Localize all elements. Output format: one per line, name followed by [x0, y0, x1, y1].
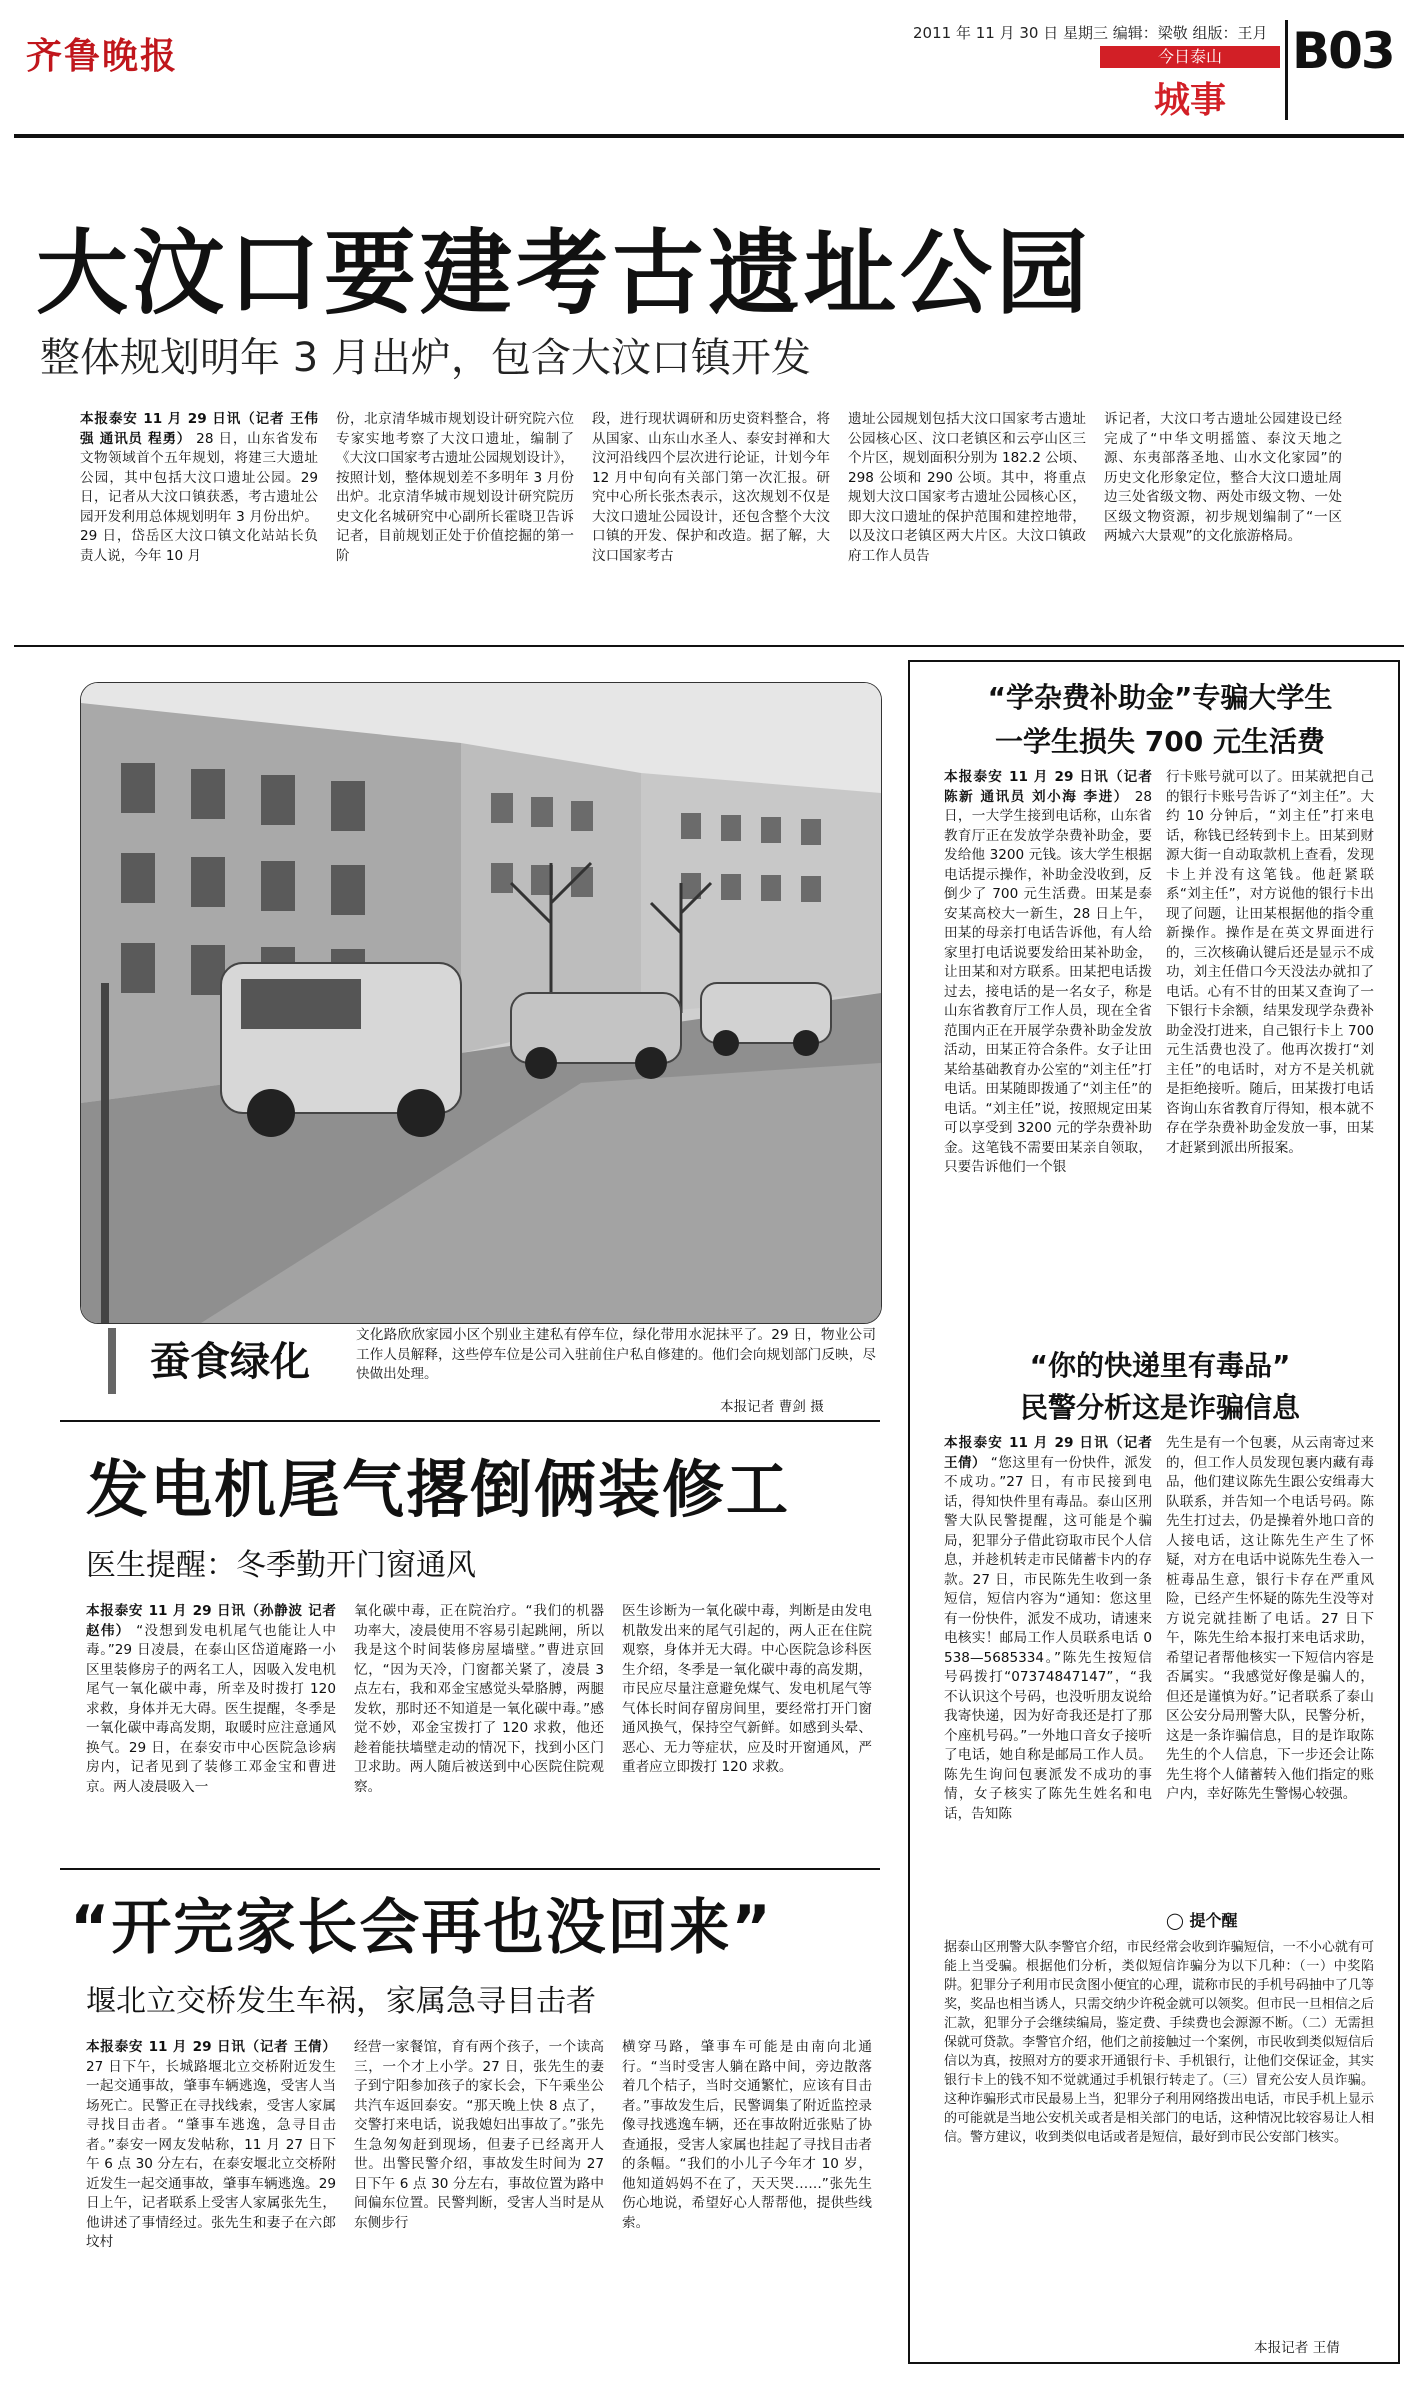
side1-headline-line1: “学杂费补助金”专骗大学生: [987, 681, 1333, 714]
lead-divider: [14, 645, 1404, 647]
side2-column-1: [944, 1434, 1152, 1934]
lead-column-5: 诉记者，大汶口考古遗址公园建设已经完成了“中华文明摇篮、泰汶天地之源、东夷部落圣地、山水文化家园”的历史文化形象定位，整合大汶口遗址周边三处省级文物、两处市级文物、一处区级文物资源，初步规划编制了“一区两城六大景观”的文化旅游格局。: [1104, 411, 1342, 544]
story2-byline: 本报泰安 11 月 29 日讯（孙静波 记者 赵伟）: [86, 1603, 336, 1639]
side1-column-2: 行卡账号就可以了。田某就把自己的银行卡账号告诉了“刘主任”。大约 10 分钟后，“刘主任”打来电话，称钱已经转到卡上。田某到财源大街一自动取款机上查看，发现卡上并没有这笔钱。他赶紧联系“刘主任”，对方说他的银行卡出现了问题，让田某根据他的指令重新操作。操作是在英文界面进行的，三次核确认键后还是显示不成功，刘主任借口今天没法办就扣了电话。心有不甘的田某又查询了一下银行卡余额，结果发现学杂费补助金没打进来，自己银行卡上 700 元生活费也没了。他再次拨打“刘主任”的电话时，对方不是关机就是拒绝接听。随后，田某拨打电话咨询山东省教育厅得知，根本就不存在学杂费补助金发放一事，田某才赶紧到派出所报案。: [1166, 769, 1374, 1156]
story3-column-2: 经营一家餐馆，育有两个孩子，一个读高三，一个才上小学。27 日，张先生的妻子到宁阳参加孩子的家长会，下午乘坐公共汽车返回泰安。“那天晚上快 8 点了，交警打来电话，说我媳妇出事故了。”张先生急匆匆赶到现场，但妻子已经离开人世。出警民警介绍，事故发生时间为 27 日下午 6 点 30 分左右，事故位置为路中间偏东位置。民警判断，受害人当时是从东侧步行: [354, 2039, 604, 2231]
story2-subheadline: 医生提醒：冬季勤开门窗通风: [86, 1548, 476, 1583]
lead-column-2: 份，北京清华城市规划设计研究院六位专家实地考察了大汶口遗址，编制了《大汶口国家考古遗址公园规划设计》，按照计划，整体规划差不多明年 3 月份出炉。北京清华城市规划设计研究院历史文化名城研究中心副所长霍晓卫告诉记者，目前规划正处于价值挖掘的第一阶: [336, 411, 574, 564]
photo-credit: 本报记者 曹剑 摄: [720, 1399, 824, 1415]
tip-credit: 本报记者 王倩: [1254, 2340, 1340, 2356]
story3-subheadline: 堰北立交桥发生车祸，家属急寻目击者: [86, 1984, 596, 2019]
tip-title: 提个醒: [1189, 1911, 1238, 1930]
lead-subheadline: 整体规划明年 3 月出炉，包含大汶口镇开发: [40, 335, 811, 381]
side2-headline-line2: 民警分析这是诈骗信息: [1019, 1391, 1300, 1424]
lead-column-4: 遗址公园规划包括大汶口国家考古遗址公园核心区、汶口老镇区和云亭山区三个片区，规划面积分别为 182.2 公顷、298 公顷和 290 公顷。其中，将重点规划大汶口国家考古遗址公园核心区，即大汶口遗址的保护范围和建控地带，以及汶口老镇区两大片区。大汶口镇政府工作人员告: [848, 411, 1086, 564]
side2-headline-line1: “你的快递里有毒品”: [1029, 1349, 1291, 1382]
story2-column-1: [86, 1602, 336, 1858]
lead-byline: 本报泰安 11 月 29 日讯（记者 王伟强 通讯员 程勇）: [80, 411, 318, 447]
newspaper-logo: 齐鲁晚报: [26, 35, 179, 77]
side1-column-1: [944, 768, 1152, 1334]
story2-column-2: 氧化碳中毒，正在院治疗。“我们的机器功率大，凌晨使用不容易引起跳闸，所以我是这个时间装修房屋墙壁。”曹进京回忆，“因为天冷，门窗都关紧了，凌晨 3 点左右，我和邓金宝感觉头晕胳膊，两腿发软，那时还不知道是一氧化碳中毒。”感觉不妙，邓金宝拨打了 120 求救，他还趁着能扶墙壁走动的情况下，找到小区门卫求助。两人随后被送到中心医院住院观察。: [354, 1603, 604, 1795]
side1-col1-text: 28 日，一大学生接到电话称，山东省教育厅正在发放学杂费补助金，要发给他 3200 元钱。该大学生根据电话提示操作，补助金没收到，反倒少了 700 元生活费。田某是泰安某高校大一新生，28 日上午，田某的母亲打电话告诉他，有人给家里打电话说要发给田某补助金，让田某和对方联系。田某把电话拨过去，接电话的是一名女子，称是山东省教育厅工作人员，现在全省范围内正在开展学杂费补助金发放活动，田某正符合条件。女子让田某给基础教育办公室的“刘主任”打电话。田某随即拨通了“刘主任”的电话。“刘主任”说，按照规定田某可以享受到 3200 元的学杂费补助金。这笔钱不需要田某亲自领取，只要告诉他们一个银: [944, 788, 1152, 1175]
lead-column-1: [80, 410, 318, 622]
header-divider: [1285, 20, 1288, 120]
story3-column-3: 横穿马路，肇事车可能是由南向北通行。“当时受害人躺在路中间，旁边散落着几个桔子，当时交通繁忙，应该有目击者。”事故发生后，民警调集了附近监控录像寻找逃逸车辆，还在事故附近张贴了协查通报，受害人家属也挂起了寻找目击者的条幅。“我们的小儿子今年才 10 岁，他知道妈妈不在了，天天哭……”张先生伤心地说，希望好心人帮帮他，提供些线索。: [622, 2039, 872, 2231]
section-tag: 今日泰山: [1100, 46, 1280, 68]
header-rule: [14, 134, 1404, 138]
section-title: 城事: [1153, 80, 1226, 121]
lead-headline: 大汶口要建考古遗址公园: [36, 220, 1093, 327]
side2-col1-text: “您这里有一份快件，派发不成功。”27 日，有市民接到电话，得知快件里有毒品。泰山区刑警大队民警提醒，这可能是个骗局，犯罪分子借此窃取市民个人信息，并趁机转走市民储蓄卡内的存款。27 日，市民陈先生收到一条短信，短信内容为“通知：您这里有一份快件，派发不成功，请速来电核实！邮局工作人员联系电话 0538—5685334。”陈先生按短信号码拨打“07374847147”，“我不认识这个号码，也没听朋友说给我寄快递，因为好奇我还是打了那个座机号码。”一外地口音女子接听了电话，她自称是邮局工作人员。陈先生询问包裹派发不成功的事情，女子核实了陈先生姓名和电话，告知陈: [944, 1454, 1152, 1822]
side1-byline: 本报泰安 11 月 29 日讯（记者 陈新 通讯员 刘小海 李进）: [944, 769, 1152, 805]
story2-column-3: 医生诊断为一氧化碳中毒，判断是由发电机散发出来的尾气引起的，两人正在住院观察，身体并无大碍。中心医院急诊科医生介绍，冬季是一氧化碳中毒的高发期，市民应尽量注意避免煤气、发电机尾气等气体长时间存留房间里，要经常打开门窗通风换气，保持空气新鲜。如感到头晕、恶心、无力等症状，应及时开窗通风，严重者应立即拨打 120 求救。: [622, 1603, 872, 1775]
photo-divider: [60, 1420, 880, 1422]
side1-headline-line2: 一学生损失 700 元生活费: [995, 725, 1325, 758]
photo-label: 蚕食绿化: [150, 1339, 310, 1385]
photo-caption: 文化路欣欣家园小区个别业主建私有停车位，绿化带用水泥抹平了。29 日，物业公司工作人员解释，这些停车位是公司入驻前住户私自修建的。他们会向规划部门反映，尽快做出处理。: [356, 1327, 876, 1382]
tip-heading: [1166, 1908, 1238, 1931]
tip-icon: ◯: [1166, 1911, 1184, 1930]
tip-text: 据泰山区刑警大队李警官介绍，市民经常会收到诈骗短信，一不小心就有可能上当受骗。根据他们分析，类似短信诈骗分为以下几种：（一）中奖陷阱。犯罪分子利用市民贪图小便宜的心理，谎称市民的手机号码抽中了几等奖，奖品也相当诱人，只需交纳少许税金就可以领奖。但市民一旦相信之后汇款，犯罪分子会继续编局，鉴定费、手续费也会源源不断。（二）无需担保就可贷款。李警官介绍，他们之前接触过一个案例，市民收到类似短信后信以为真，按照对方的要求开通银行卡、手机银行，让他们交保证金，其实银行卡上的钱不知不觉就通过手机银行转走了。（三）冒充公安人员诈骗。这种诈骗形式市民最易上当，犯罪分子利用网络拨出电话，市民手机上显示的可能就是当地公安机关或者是相关部门的电话，这种情况比较容易让人相信。警方建议，收到类似电话或者是短信，最好到市民公安部门核实。: [944, 1940, 1374, 2145]
story3-col1-text: 27 日下午，长城路堰北立交桥附近发生一起交通事故，肇事车辆逃逸，受害人当场死亡。民警正在寻找线索，受害人家属寻找目击者。“肇事车逃逸，急寻目击者。”泰安一网友发帖称，11 月 27 日下午 6 点 30 分左右，在泰安堰北立交桥附近发生一起交通事故，肇事车辆逃逸。29 日上午，记者联系上受害人家属张先生，他讲述了事情经过。张先生和妻子在六郎坟村: [86, 2058, 336, 2250]
story3-headline: “开完家长会再也没回来”: [70, 1893, 773, 1963]
page-number: B03: [1292, 22, 1394, 80]
story2-col1-text: “没想到发电机尾气也能让人中毒。”29 日凌晨，在泰山区岱道庵路一小区里装修房子的两名工人，因吸入发电机尾气一氧化碳中毒，所幸及时拨打 120 求救，身体并无大碍。医生提醒，冬季是一氧化碳中毒高发期，取暖时应注意通风换气。29 日，在泰安市中心医院急诊病房内，记者见到了装修工邓金宝和曹进京。两人凌晨吸入一: [86, 1622, 336, 1795]
side2-column-2: 先生是有一个包裹，从云南寄过来的，但工作人员发现包裹内藏有毒品，他们建议陈先生跟公安缉毒大队联系，并告知一个电话号码。陈先生打过去，仍是操着外地口音的人接电话，这让陈先生产生了怀疑，对方在电话中说陈先生卷入一桩毒品生意，银行卡存在严重风险，已经产生怀疑的陈先生没等对方说完就挂断了电话。27 日下午，陈先生给本报打来电话求助，希望记者帮他核实一下短信内容是否属实。“我感觉好像是骗人的，但还是谨慎为好。”记者联系了泰山区公安分局刑警大队，民警分析，这是一条诈骗信息，目的是诈取陈先生的个人信息，下一步还会让陈先生将个人储蓄转入他们指定的账户内，幸好陈先生警惕心较强。: [1166, 1435, 1374, 1802]
story3-byline: 本报泰安 11 月 29 日讯（记者 王倩）: [86, 2039, 336, 2055]
parking-photo: [81, 683, 881, 1323]
story2-headline: 发电机尾气撂倒俩装修工: [86, 1453, 791, 1526]
lead-col1-text: 28 日，山东省发布文物领域首个五年规划，将建三大遗址公园，其中包括大汶口遗址公园。29 日，记者从大汶口镇获悉，考古遗址公园开发利用总体规划明年 3 月份出炉。29 日，岱岳区大汶口镇文化站站长负责人说，今年 10 月: [80, 430, 318, 564]
photo-label-bar: [108, 1328, 116, 1394]
lead-column-3: 段，进行现状调研和历史资料整合，将从国家、山东山水圣人、泰安封禅和大汶河沿线四个层次进行论证，计划今年 12 月中旬向有关部门第一次汇报。研究中心所长张杰表示，这次规划不仅是大汶口遗址公园设计，还包含整个大汶口镇的开发、保护和改造。据了解，大汶口国家考古: [592, 411, 830, 564]
photo-frame: [80, 682, 882, 1324]
story3-column-1: [86, 2038, 336, 2350]
story2-divider: [60, 1868, 880, 1870]
date-line: 2011 年 11 月 30 日 星期三 编辑：梁敬 组版：王月: [913, 24, 1268, 42]
side2-byline: 本报泰安 11 月 29 日讯（记者 王倩）: [944, 1435, 1152, 1471]
